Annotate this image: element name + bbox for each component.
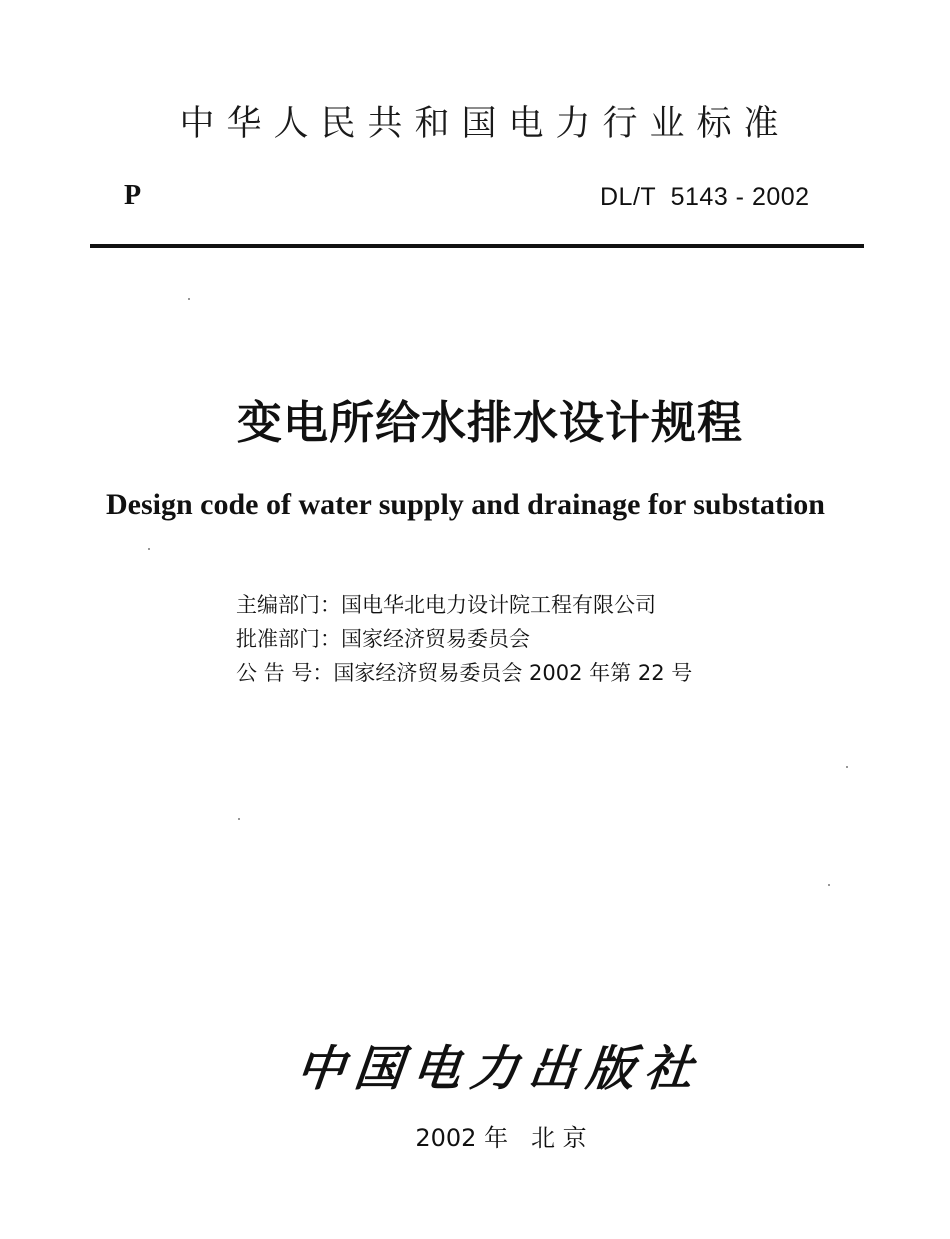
scan-speck [238, 818, 240, 820]
meta-value: 国家经济贸易委员会 2002 年第 22 号 [333, 661, 693, 685]
meta-label: 批准部门： [236, 627, 341, 651]
meta-value: 国家经济贸易委员会 [341, 627, 530, 651]
meta-label: 公 告 号： [236, 661, 334, 685]
scan-speck [188, 298, 190, 300]
meta-value: 国电华北电力设计院工程有限公司 [341, 593, 656, 617]
meta-row-approver [236, 622, 692, 656]
publisher-name: 中国电力出版社 [293, 1041, 706, 1097]
category-code: P [124, 180, 142, 211]
publication-year-place: 2002 年 北 京 [415, 1124, 587, 1152]
scan-speck [828, 884, 830, 886]
standard-number: DL/T 5143 - 2002 [600, 183, 810, 211]
scan-speck [846, 766, 848, 768]
meta-row-editor [236, 588, 692, 622]
header-rule [90, 244, 864, 248]
meta-row-announcement [236, 656, 692, 690]
scan-speck [148, 548, 150, 550]
document-meta [236, 588, 692, 690]
standard-type-heading: 中华人民共和国电力行业标准 [179, 104, 791, 144]
document-title-chinese: 变电所给水排水设计规程 [236, 396, 743, 449]
meta-label: 主编部门： [236, 593, 341, 617]
document-title-english: Design code of water supply and drainage for substation [106, 488, 825, 521]
